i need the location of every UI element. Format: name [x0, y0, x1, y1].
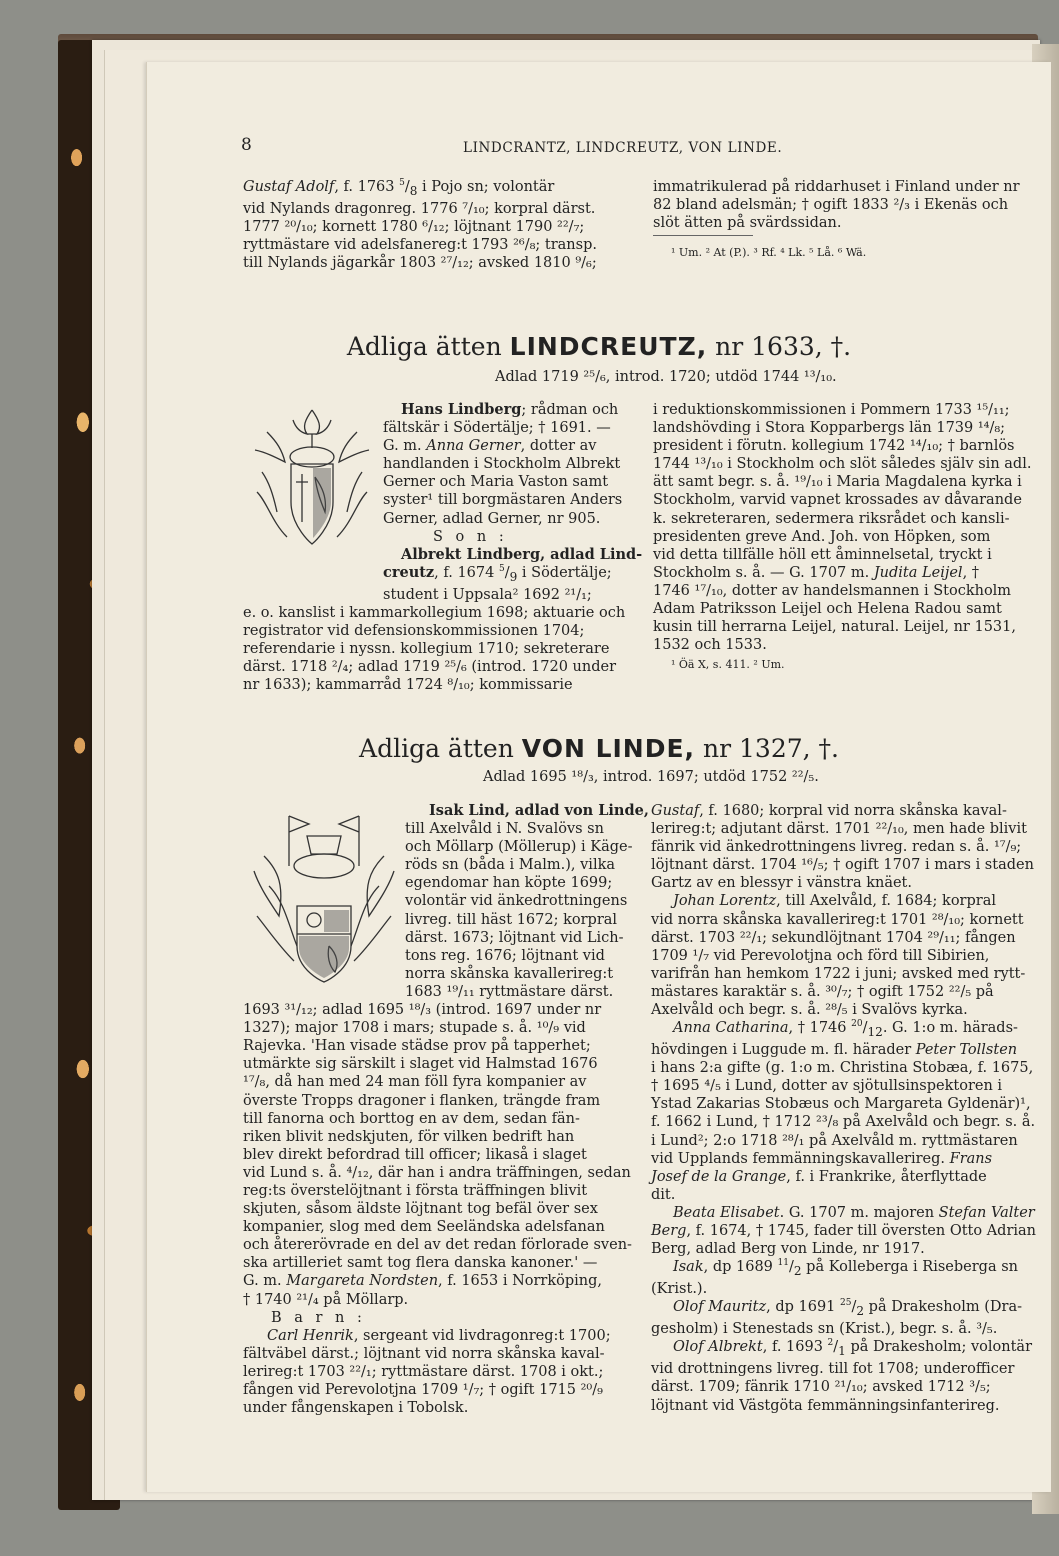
text-line: livreg. till häst 1672; korpral — [405, 911, 618, 928]
text-line: Stockholm, varvid vapnet krossades av dåvarande — [653, 492, 1022, 509]
text-line: Ystad Zakarias Stobæus och Margareta Gyldenär)¹, — [651, 1096, 1031, 1113]
text-line: vid detta tillfälle höll ett åminnelsetal, tryckt i — [653, 546, 992, 563]
text-line: i reduktionskommissionen i Pommern 1733 ¹⁵/₁₁; — [653, 402, 1010, 418]
text-line: registrator vid defensionskommissionen 1704; — [243, 623, 585, 640]
text-line: till Axelvåld i N. Svalövs sn — [405, 821, 604, 838]
text-line: dit. — [651, 1186, 676, 1203]
text-line: tons reg. 1676; löjtnant vid — [405, 947, 605, 964]
text-line: vid drottningens livreg. till fot 1708; underofficer — [651, 1361, 1015, 1378]
text-line: f. 1662 i Lund, † 1712 ²³/₈ på Axelvåld och begr. s. å. — [651, 1114, 1036, 1131]
von-linde-right-column — [651, 802, 1037, 1415]
text-line: k. sekreteraren, sedermera riksrådet och kansli- — [653, 510, 1010, 527]
text-line: immatrikulerad på riddarhuset i Finland under nr — [653, 179, 1020, 195]
text-line: creutz, f. 1674 $^5/_9$ i Södertälje; — [383, 563, 612, 584]
text-line: Isak, dp 1689 $^{11}/_2$ på Kolleberga i Riseberga sn — [673, 1258, 1018, 1279]
text-line: till fanorna och borttog en av dem, sedan fän- — [243, 1110, 580, 1127]
top-right-column — [653, 178, 1020, 232]
text-line: fången vid Perevolotjna 1709 ¹/₇; † ogift 1715 ²⁰/₉ — [243, 1382, 603, 1398]
text-line: 1777 ²⁰/₁₀; kornett 1780 ⁶/₁₂; löjtnant 1790 ²²/₇; — [243, 219, 585, 236]
text-line: hövdingen i Luggude m. fl. härader Peter Tollsten — [651, 1042, 1018, 1059]
text-line: lerireg:t; adjutant därst. 1701 ²²/₁₀, men hade blivit — [651, 821, 1027, 838]
text-line: löjtnant vid Västgöta femmänningsinfanterireg. — [651, 1397, 1000, 1414]
text-line: vid Lund s. å. ⁴/₁₂, där han i andra träffningen, sedan — [243, 1164, 631, 1181]
text-line: 82 bland adelsmän; † ogift 1833 ²/₃ i Ekenäs och — [653, 197, 1009, 214]
text-line: fänrik vid änkedrottningens livreg. redan s. å. ¹⁷/₉; — [651, 839, 1022, 856]
text-line: Gerner och Maria Vaston samt — [383, 474, 609, 491]
text-line: fältväbel därst.; löjtnant vid norra skånska kaval- — [243, 1345, 605, 1362]
text-line: nr 1633); kammarråd 1724 ⁸/₁₀; kommissarie — [243, 677, 573, 694]
text-line: (Krist.). — [651, 1281, 708, 1298]
text-line: student i Uppsala² 1692 ²¹/₁; — [383, 586, 592, 603]
text-line: Albrekt Lindberg, adlad Lind- — [401, 545, 643, 563]
text-line: president i förutn. kollegium 1742 ¹⁴/₁₀; † barnlös — [653, 438, 1015, 455]
text-line: 1744 ¹³/₁₀ i Stockholm och slöt således själv sin adl. — [653, 456, 1032, 473]
top-footnotes: ¹ Um. ² At (P.). ³ Rf. ⁴ Lk. ⁵ Lå. ⁶ Wä. — [671, 246, 867, 259]
text-line: därst. 1673; löjtnant vid Lich- — [405, 929, 624, 946]
text-line: norra skånska kavallerireg:t — [405, 965, 614, 982]
text-line: slöt ätten på svärdssidan. — [653, 215, 842, 232]
text-line: G. m. Anna Gerner, dotter av — [383, 438, 597, 455]
lindcreutz-footnotes: ¹ Öä X, s. 411. ² Um. — [671, 658, 785, 671]
text-line: landshövding i Stora Kopparbergs län 1739 ¹⁴/₈; — [653, 420, 1006, 437]
text-line: Berg, adlad Berg von Linde, nr 1917. — [651, 1241, 925, 1258]
top-left-column — [243, 178, 597, 272]
text-line: Axelvåld och begr. s. å. ²⁸/₅ i Svalövs kyrka. — [651, 1002, 968, 1019]
text-line: Berg, f. 1674, † 1745, fader till översten Otto Adrian — [651, 1223, 1037, 1240]
lindcreutz-left-column — [243, 401, 643, 694]
text-line: 1327); major 1708 i mars; stupade s. å. ¹⁰/₉ vid — [243, 1020, 586, 1037]
text-line: Johan Lorentz, till Axelvåld, f. 1684; korpral — [673, 893, 996, 910]
text-line: riken blivit nedskjuten, för vilken bedrift han — [243, 1128, 575, 1145]
page-number: 8 — [241, 135, 252, 155]
text-line: gesholm) i Stenestads sn (Krist.), begr. s. å. ³/₅. — [651, 1321, 998, 1338]
text-line: reg:ts överstelöjtnant i första träffningen blivit — [243, 1182, 588, 1199]
text-line: Rajevka. 'Han visade städse prov på tapperhet; — [243, 1038, 591, 1055]
text-line: mästares karaktär s. å. ³⁰/₇; † ogift 1752 ²²/₅ på — [651, 983, 994, 1000]
text-line: under fångenskapen i Tobolsk. — [243, 1400, 469, 1417]
text-line: † 1695 ⁴/₅ i Lund, dotter av sjötullsinspektoren i — [651, 1078, 1003, 1095]
text-line: 1746 ¹⁷/₁₀, dotter av handelsmannen i Stockholm — [653, 582, 1012, 599]
text-line: Gartz av en blessyr i vänstra knäet. — [651, 875, 912, 892]
text-line: e. o. kanslist i kammarkollegium 1698; aktuarie och — [243, 604, 626, 621]
text-line: 1532 och 1533. — [653, 637, 767, 654]
text-line: därst. 1709; fänrik 1710 ²¹/₁₀; avsked 1712 ³/₅; — [651, 1379, 991, 1396]
text-line: utmärkte sig särskilt i slaget vid Halmstad 1676 — [243, 1056, 598, 1073]
text-line: referendarie i nyssn. kollegium 1710; sekreterare — [243, 641, 610, 658]
footnote-rule — [653, 235, 753, 236]
text-line: varifrån han hemkom 1722 i juni; avsked med rytt- — [651, 965, 1026, 982]
text-line: S o n : — [433, 528, 508, 545]
text-line: i hans 2:a gifte (g. 1:o m. Christina Stobæa, f. 1675, — [651, 1060, 1034, 1077]
text-line: Olof Albrekt, f. 1693 $^2/_1$ på Drakesholm; volontär — [673, 1338, 1032, 1359]
text-line: handlanden i Stockholm Albrekt — [383, 456, 621, 473]
text-line: och återerövrade en del av det redan förlorade sven- — [243, 1237, 632, 1254]
text-line: vid Upplands femmänningskavallerireg. Frans — [651, 1150, 993, 1167]
lindcreutz-heading: Adliga ätten LINDCREUTZ, nr 1633, †. — [346, 332, 852, 361]
text-line: ätt samt begr. s. å. ¹⁹/₁₀ i Maria Magdalena kyrka i — [653, 474, 1022, 491]
text-line: ¹⁷/₈, då han med 24 man föll fyra kompanier av — [243, 1074, 587, 1091]
text-line: Josef de la Grange, f. i Frankrike, återflyttade — [651, 1168, 987, 1185]
text-line: Adam Patriksson Leijel och Helena Radou samt — [653, 601, 1002, 618]
text-line: blev direkt befordrad till officer; likaså i slaget — [243, 1146, 587, 1163]
text-line: Stockholm s. å. — G. 1707 m. Judita Leijel, † — [653, 564, 980, 581]
text-line: Gerner, adlad Gerner, nr 905. — [383, 510, 601, 527]
text-line: Gustaf, f. 1680; korpral vid norra skånska kaval- — [651, 803, 1007, 819]
text-line: Olof Mauritz, dp 1691 $^{25}/_2$ på Drakesholm (Dra- — [673, 1298, 1023, 1319]
text-line: † 1740 ²¹/₄ på Möllarp. — [243, 1291, 409, 1308]
text-line: Anna Catharina, † 1746 $^{20}/_{12}$. G. 1:o m. härads- — [673, 1019, 1018, 1040]
text-line: ska artilleriet samt tog flera danska kanoner.' — — [243, 1255, 598, 1272]
text-line: Gustaf Adolf, f. 1763 $^5/_8$ i Pojo sn; volontär — [243, 178, 555, 198]
text-line: G. m. Margareta Nordsten, f. 1653 i Norrköping, — [243, 1273, 603, 1290]
text-line: skjuten, såsom äldste löjtnant tog befäl över sex — [243, 1201, 598, 1218]
text-line: Beata Elisabet. G. 1707 m. majoren Stefan Valter — [673, 1204, 1035, 1221]
text-line: ryttmästare vid adelsfanereg:t 1793 ²⁶/₈; transp. — [243, 237, 597, 254]
lindcreutz-subheading: Adlad 1719 ²⁵/₆, introd. 1720; utdöd 1744 ¹³/₁₀. — [495, 369, 837, 385]
von-linde-heading: Adliga ätten VON LINDE, nr 1327, †. — [359, 734, 839, 763]
text-line: 1693 ³¹/₁₂; adlad 1695 ¹⁸/₃ (introd. 1697 under nr — [243, 1002, 602, 1019]
text-line: därst. 1703 ²²/₁; sekundlöjtnant 1704 ²⁹/₁₁; fången — [651, 929, 1016, 946]
von-linde-subheading: Adlad 1695 ¹⁸/₃, introd. 1697; utdöd 1752 ²²/₅. — [483, 769, 819, 785]
text-line: Isak Lind, adlad von Linde, — [429, 802, 649, 819]
text-line: 1709 ¹/₇ vid Perevolotjna och förd till Sibirien, — [651, 947, 990, 964]
text-line: överste Tropps dragoner i flanken, trängde fram — [243, 1092, 601, 1109]
text-line: löjtnant därst. 1704 ¹⁶/₅; † ogift 1707 i mars i staden — [651, 857, 1034, 874]
von-linde-left-column — [243, 802, 649, 1417]
text-line: B a r n : — [271, 1309, 366, 1326]
running-title: LINDCRANTZ, LINDCREUTZ, VON LINDE. — [463, 140, 783, 156]
text-line: och Möllarp (Möllerup) i Käge- — [405, 839, 633, 856]
text-line: vid norra skånska kavallerireg:t 1701 ²⁸/₁₀; kornett — [651, 911, 1024, 928]
book-page — [146, 62, 1051, 1492]
text-line: syster¹ till borgmästaren Anders — [383, 492, 623, 509]
text-line: därst. 1718 ²/₄; adlad 1719 ²⁵/₆ (introd. 1720 under — [243, 659, 617, 676]
text-line: röds sn (båda i Malm.), vilka — [405, 857, 616, 874]
text-line: Carl Henrik, sergeant vid livdragonreg:t 1700; — [267, 1327, 611, 1344]
text-line: Hans Lindberg; rådman och — [401, 401, 619, 418]
text-line: volontär vid änkedrottningens — [405, 893, 628, 910]
text-line: presidenten greve And. Joh. von Höpken, som — [653, 528, 991, 545]
text-line: till Nylands jägarkår 1803 ²⁷/₁₂; avsked 1810 ⁹/₆; — [243, 255, 597, 272]
text-line: kusin till herrarna Leijel, natural. Leijel, nr 1531, — [653, 619, 1016, 636]
text-line: fältskär i Södertälje; † 1691. — — [383, 420, 611, 437]
text-line: vid Nylands dragonreg. 1776 ⁷/₁₀; korpral därst. — [243, 200, 596, 217]
text-line: lerireg:t 1703 ²²/₁; ryttmästare därst. 1708 i okt.; — [243, 1363, 604, 1380]
text-line: kompanier, slog med dem Seeländska adelsfanan — [243, 1219, 605, 1236]
text-line: egendomar han köpte 1699; — [405, 875, 613, 892]
text-line: i Lund²; 2:o 1718 ²⁸/₁ på Axelvåld m. ryttmästaren — [651, 1132, 1018, 1149]
lindcreutz-right-column — [653, 401, 1031, 654]
text-line: 1683 ¹⁹/₁₁ ryttmästare därst. — [405, 983, 614, 1000]
